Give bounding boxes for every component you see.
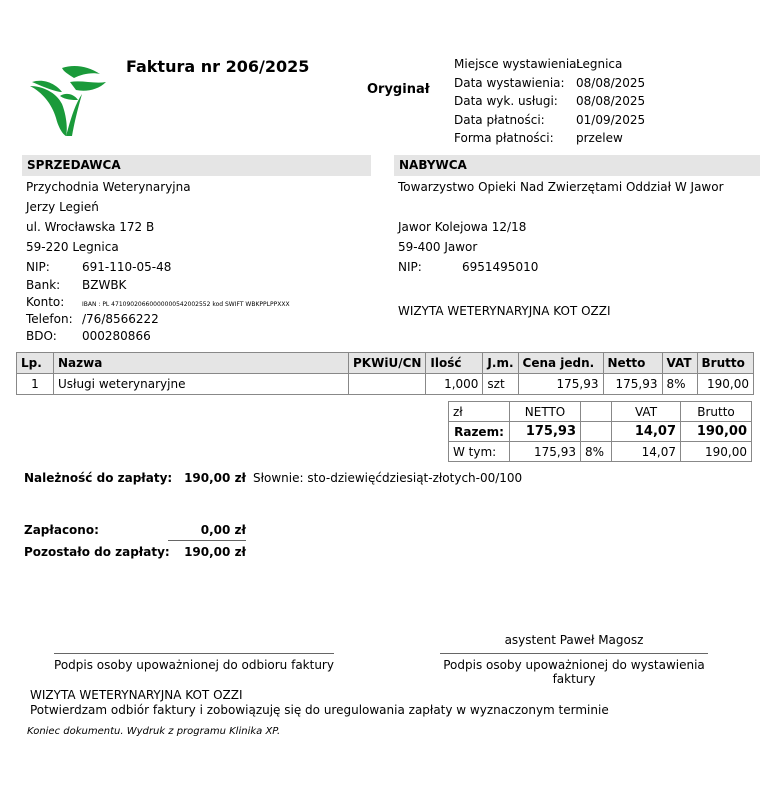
meta-label: Data wystawienia: — [454, 75, 565, 90]
meta-value: 01/09/2025 — [576, 112, 646, 127]
cell-pkwiu — [349, 374, 426, 395]
sum-total-brutto: 190,00 — [681, 422, 752, 442]
meta-value: 08/08/2025 — [576, 94, 646, 108]
seller-nip: 691-110-05-48 — [82, 260, 172, 274]
due-label: Należność do zapłaty: — [24, 471, 173, 485]
meta-value: przelew — [576, 131, 623, 145]
seller-account: IBAN : PL 47109020660000000542002552 kod SWIFT WBKPPLPPXXX — [82, 301, 290, 308]
buyer-heading: NABYWCA — [394, 155, 760, 176]
seller-line: Przychodnia Weterynaryjna — [26, 180, 191, 194]
issuer-caption-line: Podpis osoby upoważnionej do wystawienia — [443, 658, 705, 672]
receiver-signature-line — [54, 653, 334, 654]
issuer-caption — [440, 658, 708, 686]
meta-value: Legnica — [576, 57, 623, 71]
seller-bank-label: Bank: — [26, 278, 61, 292]
col-netto: Netto — [603, 353, 662, 374]
footer-end: Koniec dokumentu. Wydruk z programu Klinika XP. — [27, 726, 281, 737]
paid-amount: 0,00 zł — [200, 523, 246, 537]
remaining-amount: 190,00 zł — [184, 545, 246, 559]
sum-wtym-brutto: 190,00 — [681, 442, 752, 462]
issuer-caption-line: faktury — [552, 672, 596, 686]
col-pkwiu: PKWiU/CN — [349, 353, 426, 374]
clinic-logo — [22, 62, 108, 138]
meta-label: Forma płatności: — [454, 131, 554, 145]
sum-total-label: Razem: — [449, 422, 510, 442]
sum-wtym-vat: 14,07 — [612, 442, 681, 462]
seller-phone-label: Telefon: — [26, 312, 73, 326]
seller-bdo-label: BDO: — [26, 329, 57, 343]
footer-note: WIZYTA WETERYNARYJNA KOT OZZI — [30, 688, 243, 702]
table-row — [17, 374, 754, 395]
sum-h-vat: VAT — [612, 402, 681, 422]
col-nazwa: Nazwa — [54, 353, 349, 374]
cell-jm: szt — [483, 374, 518, 395]
summary-table — [448, 401, 752, 462]
cell-nazwa: Usługi weterynaryjne — [54, 374, 349, 395]
sum-h-currency: zł — [449, 402, 510, 422]
buyer-note: WIZYTA WETERYNARYJNA KOT OZZI — [398, 304, 611, 318]
sum-wtym-label: W tym: — [449, 442, 510, 462]
cell-ilosc: 1,000 — [426, 374, 483, 395]
seller-line: ul. Wrocławska 172 B — [26, 220, 155, 234]
invoice-title: Faktura nr 206/2025 — [126, 57, 310, 76]
col-brutto: Brutto — [697, 353, 753, 374]
meta-label: Data płatności: — [454, 112, 545, 127]
col-lp: Lp. — [17, 353, 54, 374]
due-amount: 190,00 zł — [184, 471, 246, 485]
seller-block — [26, 177, 371, 345]
buyer-nip-label: NIP: — [398, 260, 422, 274]
cell-cena: 175,93 — [518, 374, 603, 395]
buyer-city: 59-400 Jawor — [398, 240, 478, 254]
seller-bank: BZWBK — [82, 278, 127, 292]
paid-label: Zapłacono: — [24, 523, 99, 537]
issuer-name: asystent Paweł Magosz — [504, 633, 644, 647]
col-vat: VAT — [662, 353, 697, 374]
issuer-signature-line — [440, 653, 708, 654]
seller-heading: SPRZEDAWCA — [22, 155, 371, 176]
seller-bdo: 000280866 — [82, 329, 151, 343]
sum-total-vat: 14,07 — [612, 422, 681, 442]
buyer-nip: 6951495010 — [462, 260, 539, 274]
sum-wtym-rate: 8% — [581, 442, 612, 462]
seller-nip-label: NIP: — [26, 260, 50, 274]
sum-h-netto: NETTO — [510, 402, 581, 422]
items-table — [16, 352, 754, 395]
sum-h-brutto: Brutto — [681, 402, 752, 422]
seller-line: 59-220 Legnica — [26, 240, 119, 254]
meta-value: 08/08/2025 — [576, 75, 646, 90]
receiver-caption: Podpis osoby upoważnionej do odbioru faktury — [54, 658, 334, 672]
buyer-name: Towarzystwo Opieki Nad Zwierzętami Oddział W Jawor — [398, 180, 724, 194]
seller-account-label: Konto: — [26, 295, 65, 309]
remaining-label: Pozostało do zapłaty: — [24, 545, 170, 559]
seller-phone: /76/8566222 — [82, 312, 159, 326]
buyer-block — [398, 177, 760, 277]
cell-netto: 175,93 — [603, 374, 662, 395]
sum-total-netto: 175,93 — [510, 422, 581, 442]
buyer-street: Jawor Kolejowa 12/18 — [398, 220, 527, 234]
sum-wtym-netto: 175,93 — [510, 442, 581, 462]
col-cena: Cena jedn. — [518, 353, 603, 374]
seller-line: Jerzy Legień — [26, 200, 99, 214]
col-ilosc: Ilość — [426, 353, 483, 374]
footer-confirm: Potwierdzam odbiór faktury i zobowiązuję się do uregulowania zapłaty w wyznaczonym terminie — [30, 703, 609, 717]
cell-vat: 8% — [662, 374, 697, 395]
invoice-meta — [454, 55, 645, 148]
cell-lp: 1 — [17, 374, 54, 395]
col-jm: J.m. — [483, 353, 518, 374]
meta-label: Miejsce wystawienia: — [454, 57, 581, 71]
original-label: Oryginał — [367, 82, 430, 97]
amount-in-words: Słownie: sto-dziewięćdziesiąt-złotych-00/100 — [253, 471, 523, 485]
paid-divider — [168, 540, 246, 541]
meta-label: Data wyk. usługi: — [454, 94, 558, 108]
cell-brutto: 190,00 — [697, 374, 753, 395]
